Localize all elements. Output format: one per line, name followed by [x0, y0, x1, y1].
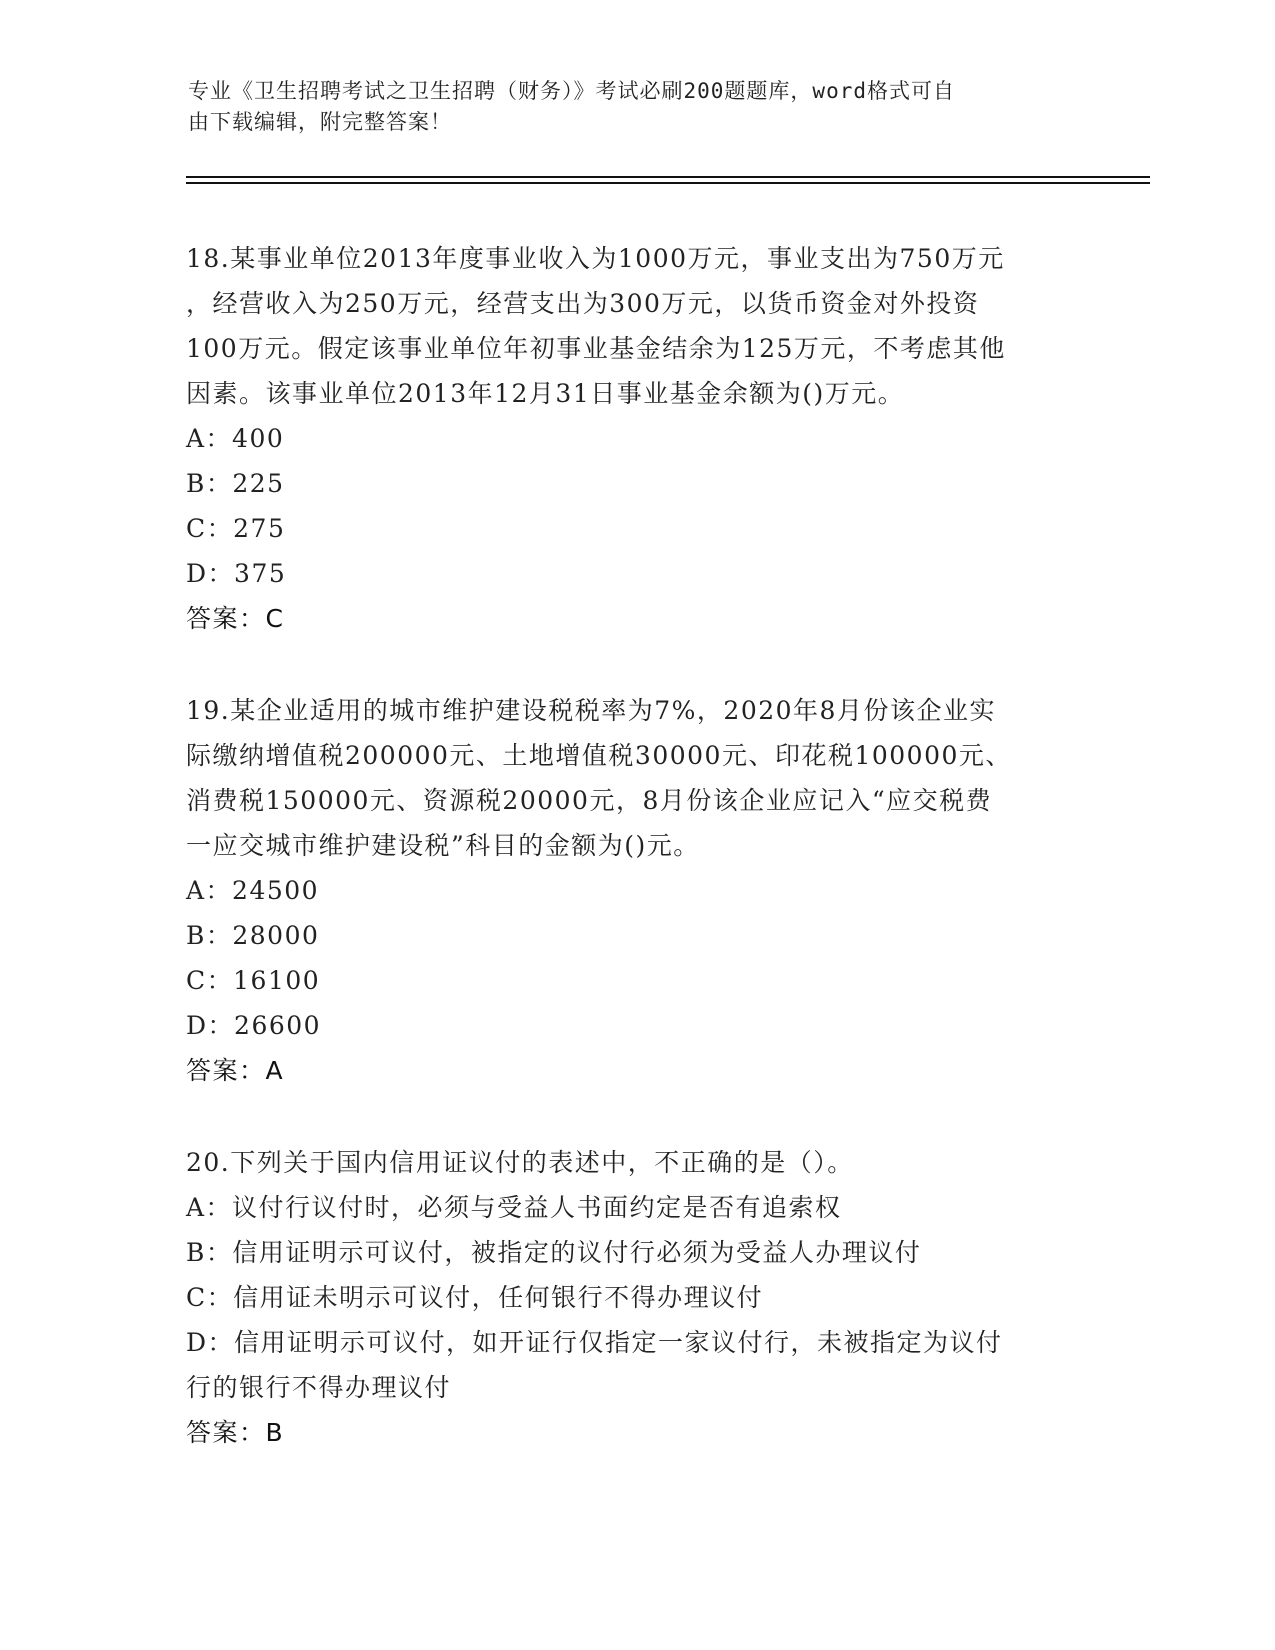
- option-c: C：16100: [186, 966, 321, 995]
- question-text-line: 18.某事业单位2013年度事业收入为1000万元，事业支出为750万元: [186, 244, 1005, 273]
- option-b: B：信用证明示可议付，被指定的议付行必须为受益人办理议付: [186, 1238, 922, 1267]
- question-text-line: 际缴纳增值税200000元、土地增值税30000元、印花税100000元、: [186, 741, 1012, 770]
- question-19: [186, 688, 1086, 1093]
- answer-line: 答案：A: [186, 1056, 285, 1085]
- header-line-2: 由下载编辑，附完整答案！: [188, 110, 452, 134]
- question-text-line: 因素。该事业单位2013年12月31日事业基金余额为()万元。: [186, 379, 905, 408]
- header-divider-bottom: [186, 182, 1150, 184]
- question-text-line: 一应交城市维护建设税”科目的金额为()元。: [186, 831, 700, 860]
- option-d-continued: 行的银行不得办理议付: [186, 1373, 452, 1402]
- answer-line: 答案：B: [186, 1418, 285, 1447]
- option-a: A：24500: [186, 876, 320, 905]
- option-c: C：275: [186, 514, 286, 543]
- question-18: [186, 236, 1086, 641]
- option-b: B：225: [186, 469, 285, 498]
- question-text-line: 20.下列关于国内信用证议付的表述中，不正确的是（）。: [186, 1148, 854, 1177]
- question-text-line: 19.某企业适用的城市维护建设税税率为7%，2020年8月份该企业实: [186, 696, 996, 725]
- question-text-line: 100万元。假定该事业单位年初事业基金结余为125万元，不考虑其他: [186, 334, 1006, 363]
- option-d: D：375: [186, 559, 287, 588]
- header-line-1: 专业《卫生招聘考试之卫生招聘（财务）》考试必刷200题题库，word格式可自: [188, 79, 955, 103]
- answer-line: 答案：C: [186, 604, 285, 633]
- question-20: [186, 1140, 1086, 1455]
- header-divider-top: [186, 176, 1150, 178]
- option-a: A：400: [186, 424, 285, 453]
- option-a: A：议付行议付时，必须与受益人书面约定是否有追索权: [186, 1193, 842, 1222]
- option-b: B：28000: [186, 921, 320, 950]
- question-text-line: 消费税150000元、资源税20000元，8月份该企业应记入“应交税费: [186, 786, 993, 815]
- question-text-line: ，经营收入为250万元，经营支出为300万元，以货币资金对外投资: [186, 289, 980, 318]
- option-d: D：26600: [186, 1011, 322, 1040]
- option-c: C：信用证未明示可议付，任何银行不得办理议付: [186, 1283, 764, 1312]
- document-header: [188, 76, 1088, 138]
- option-d: D：信用证明示可议付，如开证行仅指定一家议付行，未被指定为议付: [186, 1328, 1003, 1357]
